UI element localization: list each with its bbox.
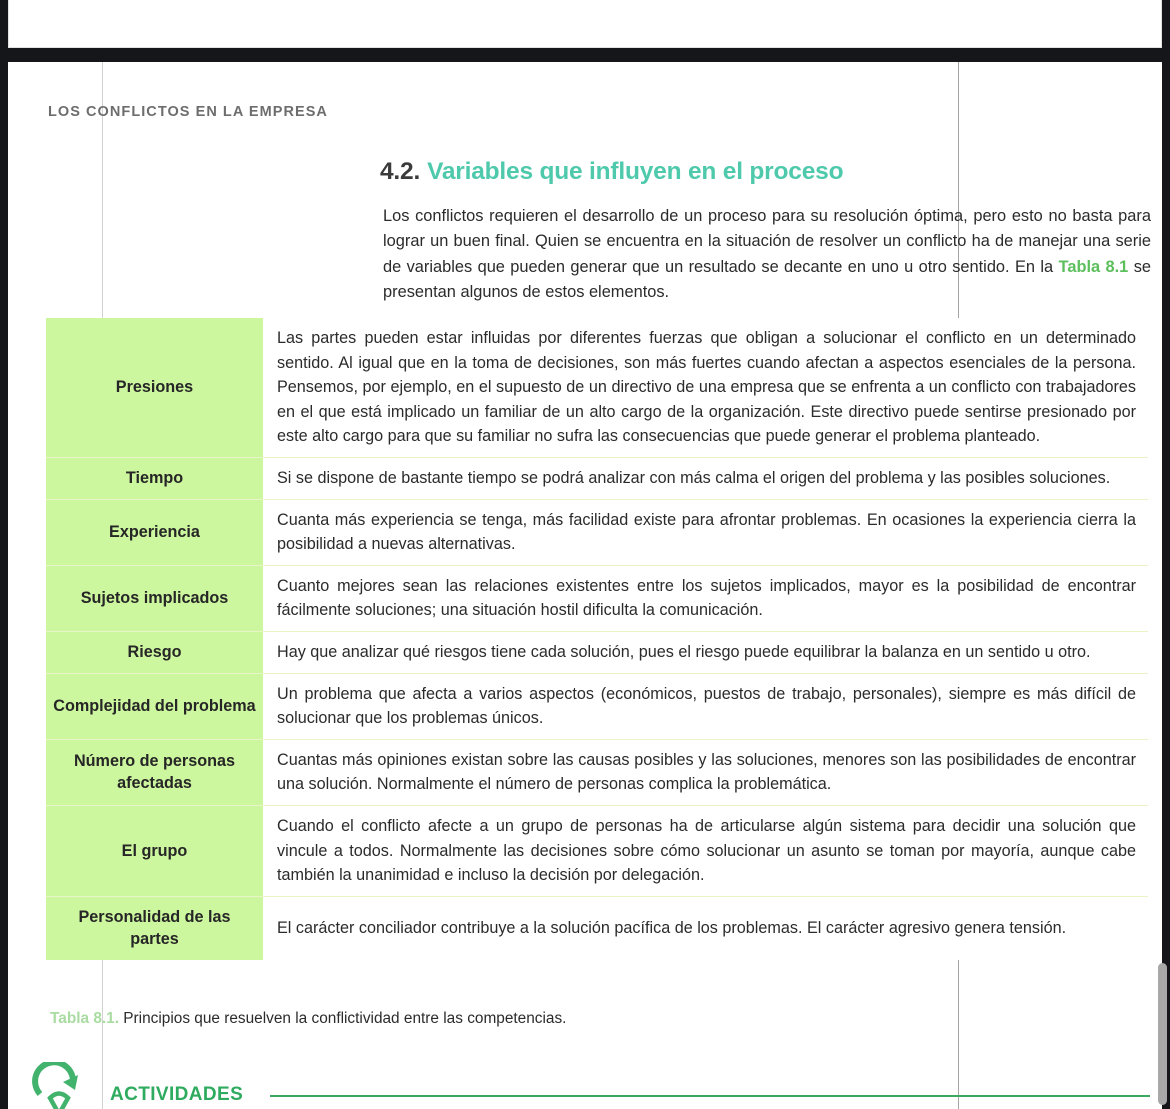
table-row-value: Cuanta más experiencia se tenga, más facilidad existe para afrontar problemas. En ocasiones la experiencia cierra la posibilidad a nuevas alternativas. — [263, 499, 1148, 565]
section-title: Variables que influyen en el proceso — [427, 158, 844, 185]
table-row-value: Hay que analizar qué riesgos tiene cada solución, pues el riesgo puede equilibrar la balanza en un sentido u otro. — [263, 631, 1148, 673]
table-row-value: Cuantas más opiniones existan sobre las causas posibles y las soluciones, menores son las posibilidades de encontrar una solución. Normalmente el número de personas complica la problemática. — [263, 739, 1148, 805]
table-row — [46, 631, 1148, 673]
table-row — [46, 457, 1148, 499]
table-caption-text: Principios que resuelven la conflictividad entre las competencias. — [119, 1010, 567, 1027]
table-row-key: El grupo — [46, 805, 263, 896]
table-row-key: Tiempo — [46, 457, 263, 499]
table-row-value: Si se dispone de bastante tiempo se podrá analizar con más calma el origen del problema y las posibles soluciones. — [263, 457, 1148, 499]
table-row-key: Sujetos implicados — [46, 565, 263, 631]
table-row-key: Personalidad de las partes — [46, 896, 263, 960]
activities-title: ACTIVIDADES — [110, 1084, 244, 1105]
table-row — [46, 565, 1148, 631]
intro-text-part1: Los conflictos requieren el desarrollo de un proceso para su resolución óptima, pero esto no basta para lograr un buen final. Quien se encuentra en la situación de resolver un conflicto ha de manejar una serie de variables que pueden generar que un resultado se decante en uno u otro sentido. En la — [383, 207, 1151, 276]
table-row-key: Presiones — [46, 318, 263, 457]
table-row-key: Experiencia — [46, 499, 263, 565]
page-separator-gap — [0, 48, 1170, 62]
table-row-key: Complejidad del problema — [46, 673, 263, 739]
table-row — [46, 896, 1148, 960]
table-row — [46, 673, 1148, 739]
table-row-value: El carácter conciliador contribuye a la solución pacífica de los problemas. El carácter agresivo genera tensión. — [263, 896, 1148, 960]
table-caption — [50, 1010, 566, 1028]
previous-page-sliver — [8, 0, 1162, 48]
table-row-key: Riesgo — [46, 631, 263, 673]
running-head: LOS CONFLICTOS EN LA EMPRESA — [48, 104, 328, 120]
activities-divider — [270, 1095, 1150, 1097]
variables-table — [46, 318, 1148, 960]
table-row-value: Las partes pueden estar influidas por diferentes fuerzas que obligan a solucionar el conflicto en un determinado sentido. Al igual que en la toma de decisiones, son más fuertes cuando afectan a aspectos esenciales de la persona. Pensemos, por ejemplo, en el supuesto de un directivo de una empresa que se enfrenta a un conflicto con trabajadores en el que está implicado un familiar de un alto cargo de la organización. Este directivo puede sentirse presionado por este alto cargo para que su familiar no sufra las consecuencias que puede generar el problema planteado. — [263, 318, 1148, 457]
table-row-value: Un problema que afecta a varios aspectos (económicos, puestos de trabajo, personales), siempre es más difícil de solucionar que los problemas únicos. — [263, 673, 1148, 739]
scrollbar[interactable] — [1154, 0, 1170, 1109]
page-title — [380, 158, 843, 186]
section-number: 4.2. — [380, 158, 421, 185]
table-row — [46, 739, 1148, 805]
circular-arrow-icon — [30, 1062, 88, 1109]
page-content — [8, 62, 1162, 1109]
table-row-value: Cuanto mejores sean las relaciones existentes entre los sujetos implicados, mayor es la posibilidad de encontrar fácilmente soluciones; una situación hostil dificulta la comunicación. — [263, 565, 1148, 631]
table-row-value: Cuando el conflicto afecte a un grupo de personas ha de articularse algún sistema para decidir una solución que vincule a todos. Normalmente las decisiones sobre cómo solucionar un asunto se toman por mayoría, aunque cabe también la unanimidad e incluso la decisión por delegación. — [263, 805, 1148, 896]
intro-text-part2: se presentan algunos de estos elementos. — [383, 257, 1151, 302]
table-row — [46, 318, 1148, 457]
intro-paragraph — [383, 204, 1151, 306]
table-caption-label: Tabla 8.1. — [50, 1010, 120, 1027]
activities-section — [26, 1062, 1150, 1109]
table-row-key: Número de personas afectadas — [46, 739, 263, 805]
table-reference-link[interactable]: Tabla 8.1 — [1058, 257, 1129, 276]
table-row — [46, 499, 1148, 565]
variables-table-body — [46, 318, 1148, 960]
table-row — [46, 805, 1148, 896]
scrollbar-thumb[interactable] — [1158, 963, 1167, 1105]
